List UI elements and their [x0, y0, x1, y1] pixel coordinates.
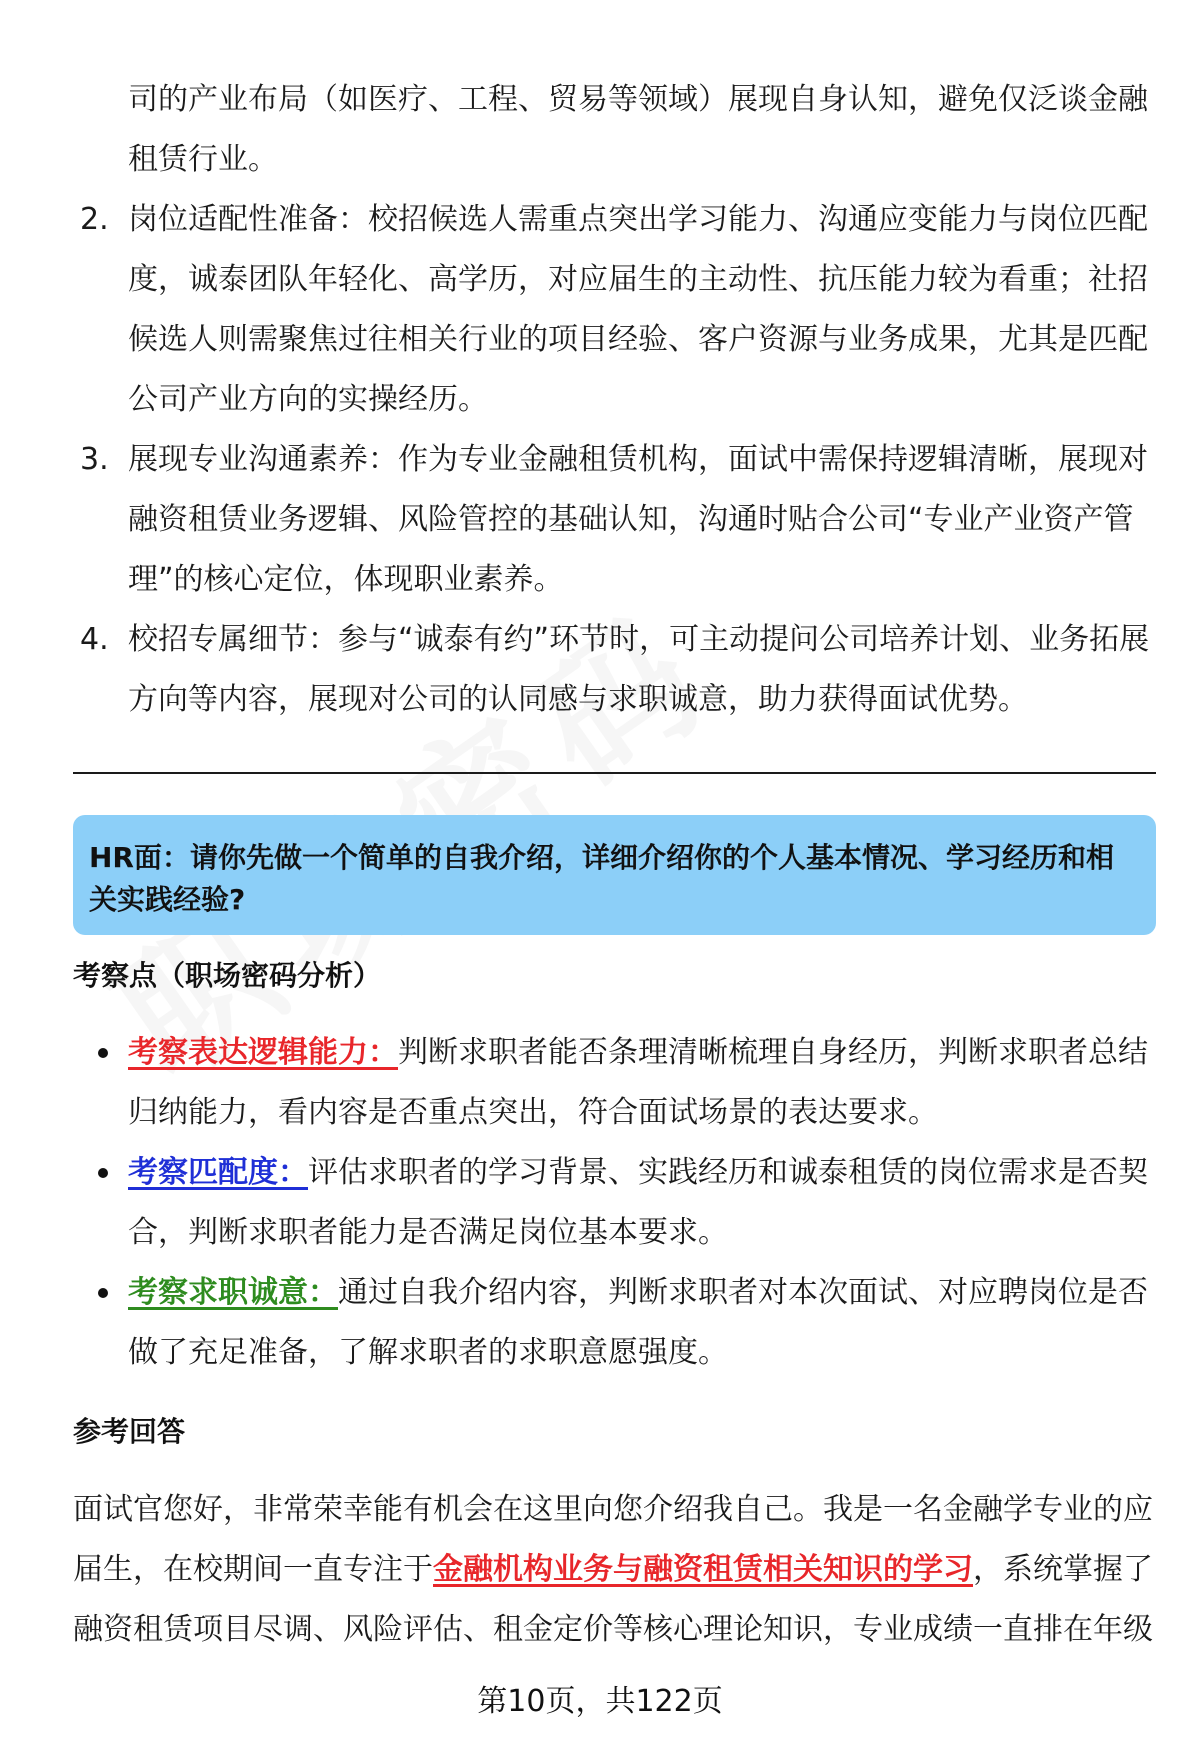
list-item	[80, 1263, 1150, 1383]
analysis-heading: 考察点（职场密码分析）	[73, 959, 382, 992]
question-text: HR面：请你先做一个简单的自我介绍，详细介绍你的个人基本情况、学习经历和相关实践经验?	[89, 841, 1114, 916]
list-number: 3.	[80, 442, 109, 477]
page-footer: 第10页，共122页	[477, 1684, 723, 1719]
list-item	[80, 1023, 1150, 1143]
point-text: 通过自我介绍内容，判断求职者对本次面试、对应聘岗位是否做了充足准备，了解求职者的求职意愿强度。	[128, 1275, 1148, 1370]
section-divider	[73, 772, 1156, 774]
answer-text: 面试官您好，非常荣幸能有机会在这里向您介绍我自己。我是一名金融学专业的应届生，在校期间一直专注于	[73, 1492, 1153, 1587]
reference-answer	[73, 1480, 1158, 1660]
list-item	[80, 1143, 1150, 1263]
point-keyword: 考察求职诚意：	[128, 1275, 338, 1310]
list-item	[80, 190, 1150, 430]
point-text: 判断求职者能否条理清晰梳理自身经历，判断求职者总结归纳能力，看内容是否重点突出，符合面试场景的表达要求。	[128, 1035, 1148, 1130]
bullet-icon	[98, 1048, 108, 1058]
list-number: 4.	[80, 622, 109, 657]
list-text: 展现专业沟通素养：作为专业金融租赁机构，面试中需保持逻辑清晰，展现对融资租赁业务逻辑、风险管控的基础认知，沟通时贴合公司“专业产业资产管理”的核心定位，体现职业素养。	[128, 442, 1148, 597]
answer-heading: 参考回答	[73, 1415, 186, 1448]
preparation-list	[80, 70, 1150, 730]
answer-text: ，系统掌握了融资租赁项目尽调、风险评估、租金定价等核心理论知识，专业成绩一直排在年级	[73, 1552, 1153, 1647]
analysis-list	[80, 1023, 1150, 1383]
point-text: 评估求职者的学习背景、实践经历和诚泰租赁的岗位需求是否契合，判断求职者能力是否满足岗位基本要求。	[128, 1155, 1148, 1250]
list-item	[80, 70, 1150, 190]
bullet-icon	[98, 1168, 108, 1178]
list-text: 司的产业布局（如医疗、工程、贸易等领域）展现自身认知，避免仅泛谈金融租赁行业。	[128, 82, 1148, 177]
answer-highlight: 金融机构业务与融资租赁相关知识的学习	[433, 1552, 973, 1587]
point-keyword: 考察表达逻辑能力：	[128, 1035, 398, 1070]
list-number: 2.	[80, 202, 109, 237]
list-text: 岗位适配性准备：校招候选人需重点突出学习能力、沟通应变能力与岗位匹配度，诚泰团队年轻化、高学历，对应届生的主动性、抗压能力较为看重；社招候选人则需聚焦过往相关行业的项目经验、客户资源与业务成果，尤其是匹配公司产业方向的实操经历。	[128, 202, 1148, 417]
point-keyword: 考察匹配度：	[128, 1155, 308, 1190]
bullet-icon	[98, 1288, 108, 1298]
list-item	[80, 430, 1150, 610]
list-text: 校招专属细节：参与“诚泰有约”环节时，可主动提问公司培养计划、业务拓展方向等内容，展现对公司的认同感与求职诚意，助力获得面试优势。	[128, 622, 1150, 717]
list-item	[80, 610, 1150, 730]
question-box	[73, 815, 1156, 935]
